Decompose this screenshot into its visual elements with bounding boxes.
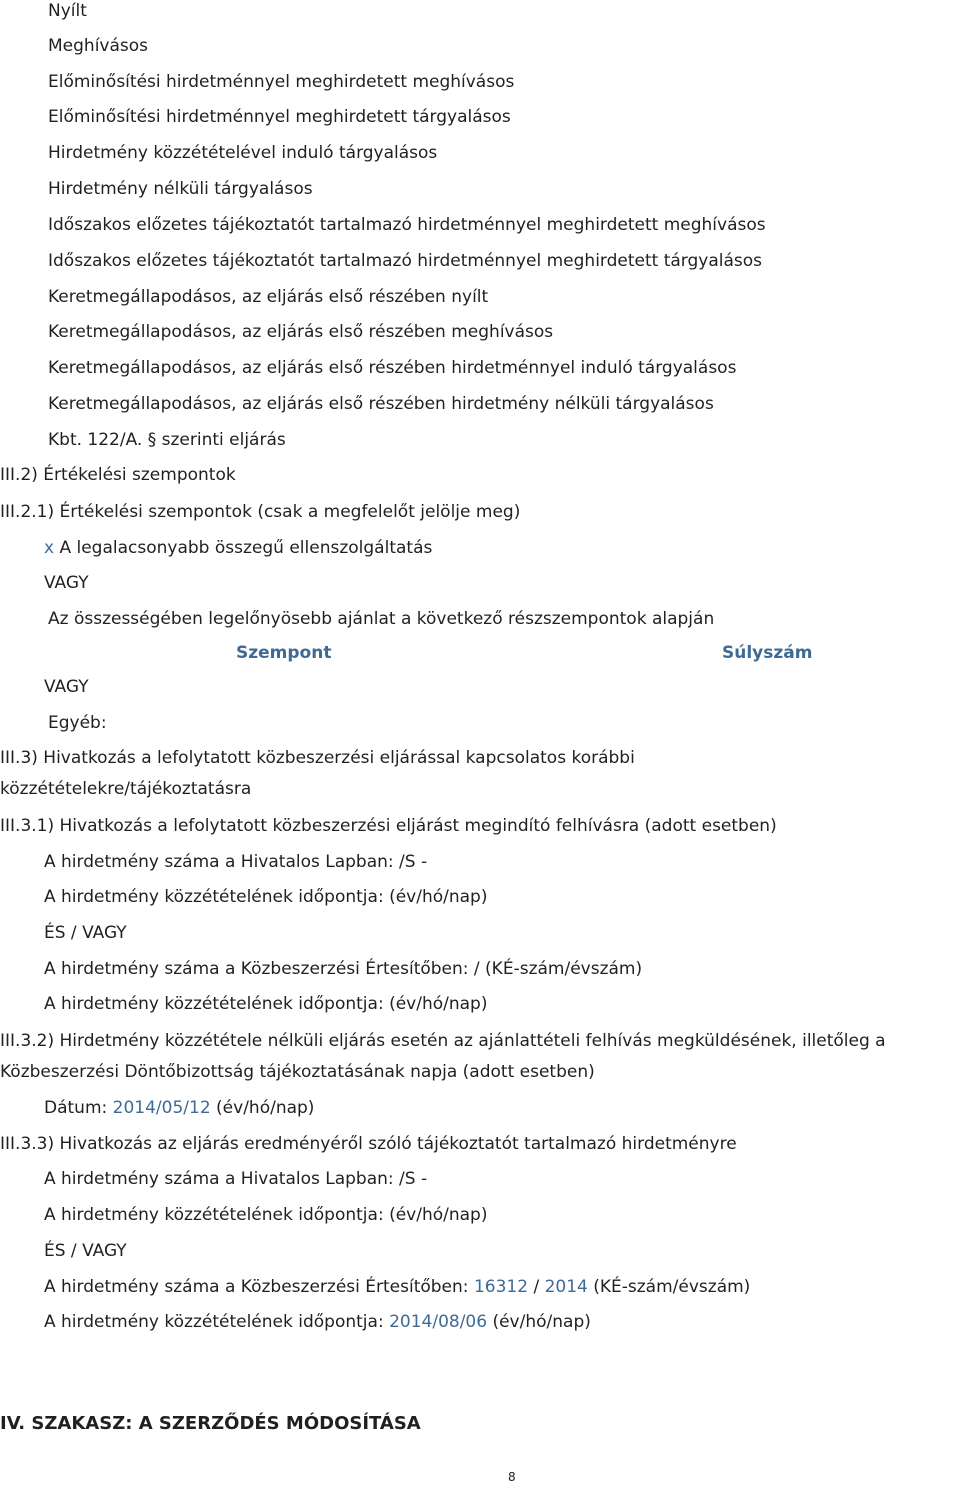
date-format: (év/hó/nap): [216, 1098, 315, 1118]
and-or-separator: ÉS / VAGY: [44, 923, 127, 943]
ke-publication-date: [44, 1311, 591, 1333]
ojeu-notice-number: A hirdetmény száma a Hivatalos Lapban: /S -: [44, 1169, 428, 1189]
ojeu-publication-date: A hirdetmény közzétételének időpontja: (év/hó/nap): [44, 887, 488, 907]
subsection-heading-3-3-2-cont: Közbeszerzési Döntőbizottság tájékoztatásának napja (adott esetben): [0, 1062, 595, 1082]
procedure-type-item: Időszakos előzetes tájékoztatót tartalmazó hirdetménnyel meghirdetett tárgyalásos: [48, 251, 763, 271]
section-heading-3-2: III.2) Értékelési szempontok: [0, 465, 236, 485]
ke-date-value: 2014/08/06: [389, 1312, 488, 1332]
procedure-type-item: Keretmegállapodásos, az eljárás első részében nyílt: [48, 287, 489, 307]
date-value: 2014/05/12: [112, 1098, 211, 1118]
ke-number-value: 16312: [473, 1277, 529, 1297]
ke-date-format: (év/hó/nap): [492, 1312, 591, 1332]
ke-notice-number: A hirdetmény száma a Közbeszerzési Értesítőben: / (KÉ-szám/évszám): [44, 959, 643, 979]
ke-year-value: 2014: [544, 1277, 588, 1297]
or-separator: VAGY: [44, 677, 89, 697]
procedure-type-item: Nyílt: [48, 1, 87, 21]
procedure-type-item: Meghívásos: [48, 36, 149, 56]
ke-notice-number: [44, 1276, 750, 1298]
procedure-type-item: Előminősítési hirdetménnyel meghirdetett meghívásos: [48, 72, 515, 92]
or-separator: VAGY: [44, 573, 89, 593]
ke-date-label: A hirdetmény közzétételének időpontja:: [44, 1312, 384, 1332]
subsection-heading-3-2-1: III.2.1) Értékelési szempontok (csak a megfelelőt jelölje meg): [0, 502, 521, 522]
procedure-type-item: Időszakos előzetes tájékoztatót tartalmazó hirdetménnyel meghirdetett meghívásos: [48, 215, 766, 235]
column-header-criterion: Szempont: [236, 643, 332, 663]
criterion-option-best-value: Az összességében legelőnyösebb ajánlat a következő részszempontok alapján: [48, 609, 715, 629]
procedure-type-item: Hirdetmény közzétételével induló tárgyalásos: [48, 143, 438, 163]
procedure-type-item: Előminősítési hirdetménnyel meghirdetett tárgyalásos: [48, 107, 511, 127]
section-heading-3-3-cont: közzétételekre/tájékoztatásra: [0, 779, 252, 799]
section-heading-3-3: III.3) Hivatkozás a lefolytatott közbeszerzési eljárással kapcsolatos korábbi: [0, 748, 635, 768]
and-or-separator: ÉS / VAGY: [44, 1241, 127, 1261]
ojeu-publication-date: A hirdetmény közzétételének időpontja: (év/hó/nap): [44, 1205, 488, 1225]
ke-number-separator: /: [533, 1277, 540, 1297]
criterion-option-label: A legalacsonyabb összegű ellenszolgáltatás: [59, 538, 433, 558]
ke-number-label: A hirdetmény száma a Közbeszerzési Értesítőben:: [44, 1277, 469, 1297]
subsection-heading-3-3-2: III.3.2) Hirdetmény közzététele nélküli eljárás esetén az ajánlattételi felhívás megküldésének, illetőleg a: [0, 1031, 886, 1051]
procedure-type-item: Kbt. 122/A. § szerinti eljárás: [48, 430, 286, 450]
column-header-weight: Súlyszám: [722, 643, 813, 663]
criterion-option-other: Egyéb:: [48, 713, 107, 733]
selected-mark: x: [44, 538, 55, 558]
procedure-type-item: Keretmegállapodásos, az eljárás első részében hirdetménnyel induló tárgyalásos: [48, 358, 737, 378]
criterion-option-lowest-price: [44, 537, 432, 559]
ojeu-notice-number: A hirdetmény száma a Hivatalos Lapban: /S -: [44, 852, 428, 872]
procedure-type-item: Keretmegállapodásos, az eljárás első részében hirdetmény nélküli tárgyalásos: [48, 394, 714, 414]
subsection-heading-3-3-3: III.3.3) Hivatkozás az eljárás eredményéről szóló tájékoztatót tartalmazó hirdetményre: [0, 1134, 737, 1154]
date-label: Dátum:: [44, 1098, 108, 1118]
procedure-type-item: Keretmegállapodásos, az eljárás első részében meghívásos: [48, 322, 554, 342]
ke-publication-date: A hirdetmény közzétételének időpontja: (év/hó/nap): [44, 994, 488, 1014]
ke-number-format: (KÉ-szám/évszám): [593, 1277, 751, 1297]
page-number: 8: [508, 1470, 516, 1484]
procedure-type-item: Hirdetmény nélküli tárgyalásos: [48, 179, 313, 199]
section-title-iv: IV. SZAKASZ: A SZERZŐDÉS MÓDOSÍTÁSA: [0, 1413, 421, 1434]
dispatch-date: [44, 1097, 314, 1119]
subsection-heading-3-3-1: III.3.1) Hivatkozás a lefolytatott közbeszerzési eljárást megindító felhívásra (adott esetben): [0, 816, 777, 836]
